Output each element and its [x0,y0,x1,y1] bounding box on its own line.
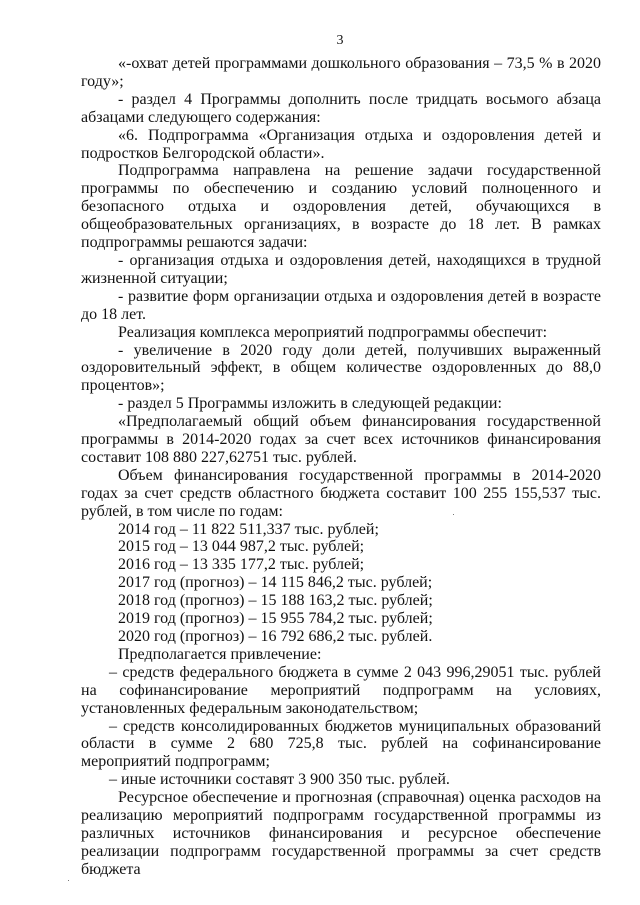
paragraph: Объем финансирования государственной программы в 2014-2020 годах за счет средств областного бюджета составит 100 255 155,537 тыс. рублей, в том числе по годам: [81,466,601,520]
paragraph: - раздел 4 Программы дополнить после тридцать восьмого абзаца абзацами следующего содержания: [81,90,601,126]
paragraph: «-охват детей программами дошкольного образования – 73,5 % в 2020 году»; [81,55,601,90]
scan-speck [68,880,69,881]
paragraph: - организация отдыха и оздоровления детей, находящихся в трудной жизненной ситуации; [81,251,601,287]
paragraph: 2018 год (прогноз) – 15 188 163,2 тыс. рублей; [118,592,433,610]
scan-speck [453,514,454,515]
paragraph: 2014 год – 11 822 511,337 тыс. рублей; [118,520,379,538]
paragraph: Реализация комплекса мероприятий подпрограммы обеспечит: [118,323,548,341]
paragraph: – средств федерального бюджета в сумме 2 043 996,29051 тыс. рублей на софинансирование мероприятий подпрограмм на условиях, установленных федеральным законодательством; [81,663,601,717]
paragraph: - развитие форм организации отдыха и оздоровления детей в возрасте до 18 лет. [81,287,601,323]
paragraph: Ресурсное обеспечение и прогнозная (справочная) оценка расходов на реализацию мероприятий подпрограмм государственной программы из различных источников финансирования и ресурсное обеспечение реализации подпрограмм государственной программы за счет средств бюджета [81,789,601,878]
paragraph: - раздел 5 Программы изложить в следующей редакции: [118,395,502,413]
paragraph: «6. Подпрограмма «Организация отдыха и оздоровления детей и подростков Белгородской области». [81,126,601,162]
paragraph: 2020 год (прогноз) – 16 792 686,2 тыс. рублей. [118,628,433,645]
paragraph: – средств консолидированных бюджетов муниципальных образований области в сумме 2 680 725,8 тыс. рублей на софинансирование мероприятий подпрограмм; [81,717,601,771]
paragraph: Подпрограмма направлена на решение задачи государственной программы по обеспечению и созданию условий полноценного и безопасного отдыха и оздоровления детей, обучающихся в общеобразовательных организациях, в возрасте до 18 лет. В рамках подпрограммы решаются задачи: [81,162,601,252]
paragraph: 2017 год (прогноз) – 14 115 846,2 тыс. рублей; [118,574,433,592]
paragraph: Предполагается привлечение: [118,645,322,663]
paragraph: 2016 год – 13 335 177,2 тыс. рублей; [118,556,365,574]
paragraph: – иные источники составят 3 900 350 тыс. рублей. [109,771,450,789]
document-body [81,55,601,879]
paragraph: - увеличение в 2020 году доли детей, получивших выраженный оздоровительный эффект, в общем количестве оздоровленных до 88,0 процентов»; [81,341,601,395]
paragraph: 2019 год (прогноз) – 15 955 784,2 тыс. рублей; [118,610,433,628]
page-number: 3 [336,33,344,48]
paragraph: «Предполагаемый общий объем финансирования государственной программы в 2014-2020 годах за счет всех источников финансирования составит 108 880 227,62751 тыс. рублей. [81,413,601,466]
paragraph: 2015 год – 13 044 987,2 тыс. рублей; [118,538,365,556]
